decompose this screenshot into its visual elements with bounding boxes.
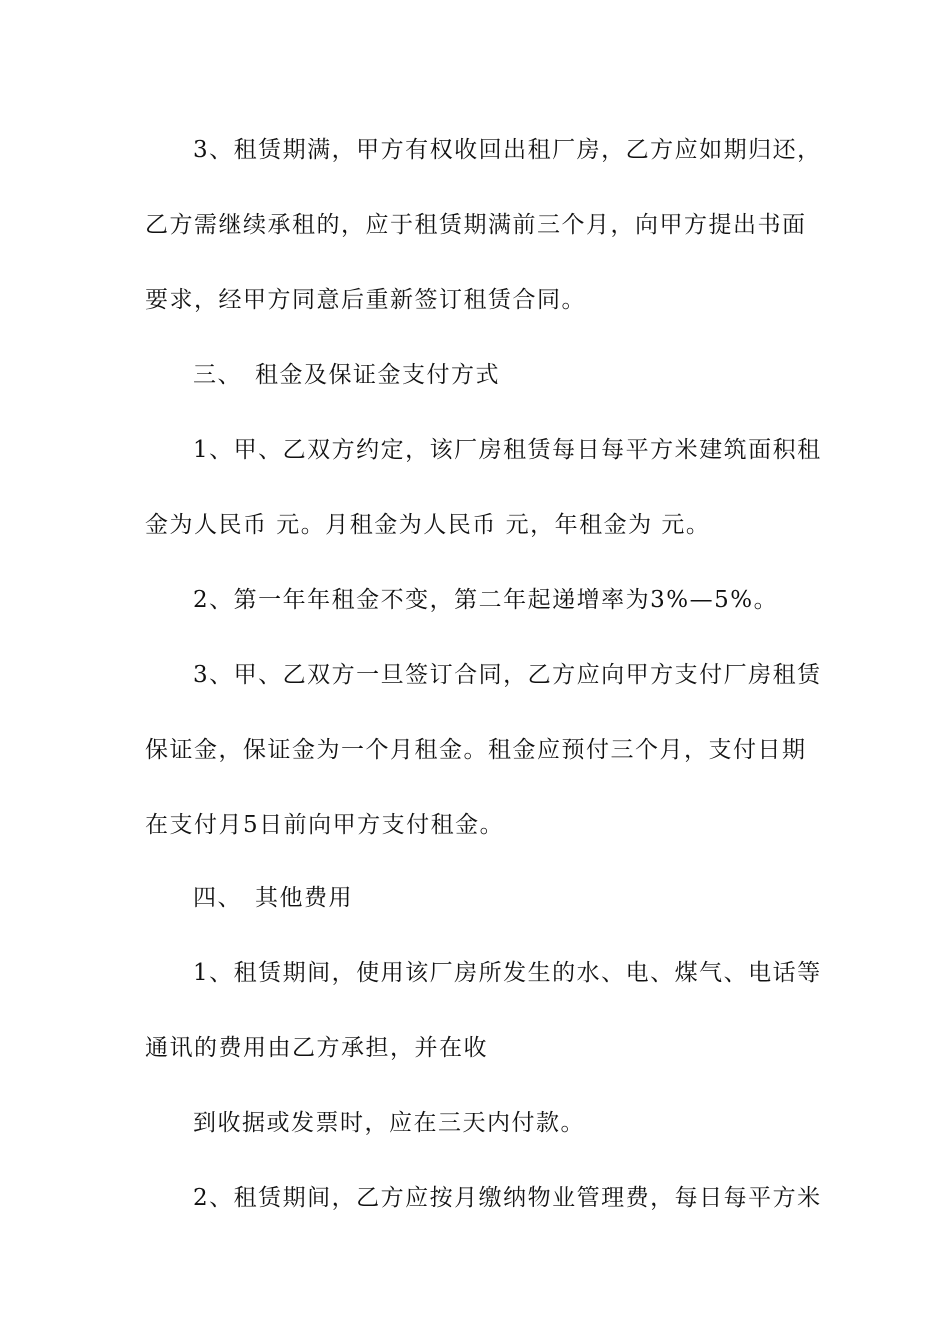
paragraph-deposit-line-2: 保证金，保证金为一个月租金。租金应预付三个月，支付日期 bbox=[145, 737, 807, 763]
paragraph-utilities-line-1: 1、租赁期间，使用该厂房所发生的水、电、煤气、电话等 bbox=[193, 960, 822, 986]
paragraph-rent-rate-line-2: 金为人民币 元。月租金为人民币 元，年租金为 元。 bbox=[145, 512, 711, 538]
paragraph-utilities-line-3: 到收据或发票时，应在三天内付款。 bbox=[193, 1110, 585, 1136]
section-4-heading: 四、 其他费用 bbox=[193, 885, 353, 911]
paragraph-3-lease-expiry-line-3: 要求，经甲方同意后重新签订租赁合同。 bbox=[145, 287, 586, 313]
paragraph-3-lease-expiry-line-1: 3、租赁期满，甲方有权收回出租厂房，乙方应如期归还， bbox=[193, 137, 822, 163]
paragraph-deposit-line-3: 在支付月5日前向甲方支付租金。 bbox=[145, 812, 505, 838]
paragraph-rent-increase: 2、第一年年租金不变，第二年起递增率为3%—5%。 bbox=[193, 587, 779, 613]
paragraph-utilities-line-2: 通讯的费用由乙方承担，并在收 bbox=[145, 1035, 488, 1061]
paragraph-rent-rate-line-1: 1、甲、乙双方约定，该厂房租赁每日每平方米建筑面积租 bbox=[193, 437, 822, 463]
paragraph-3-lease-expiry-line-2: 乙方需继续承租的，应于租赁期满前三个月，向甲方提出书面 bbox=[145, 212, 807, 238]
paragraph-property-fee-line-1: 2、租赁期间，乙方应按月缴纳物业管理费，每日每平方米 bbox=[193, 1185, 822, 1211]
section-3-heading: 三、 租金及保证金支付方式 bbox=[193, 362, 500, 388]
paragraph-deposit-line-1: 3、甲、乙双方一旦签订合同，乙方应向甲方支付厂房租赁 bbox=[193, 662, 822, 688]
